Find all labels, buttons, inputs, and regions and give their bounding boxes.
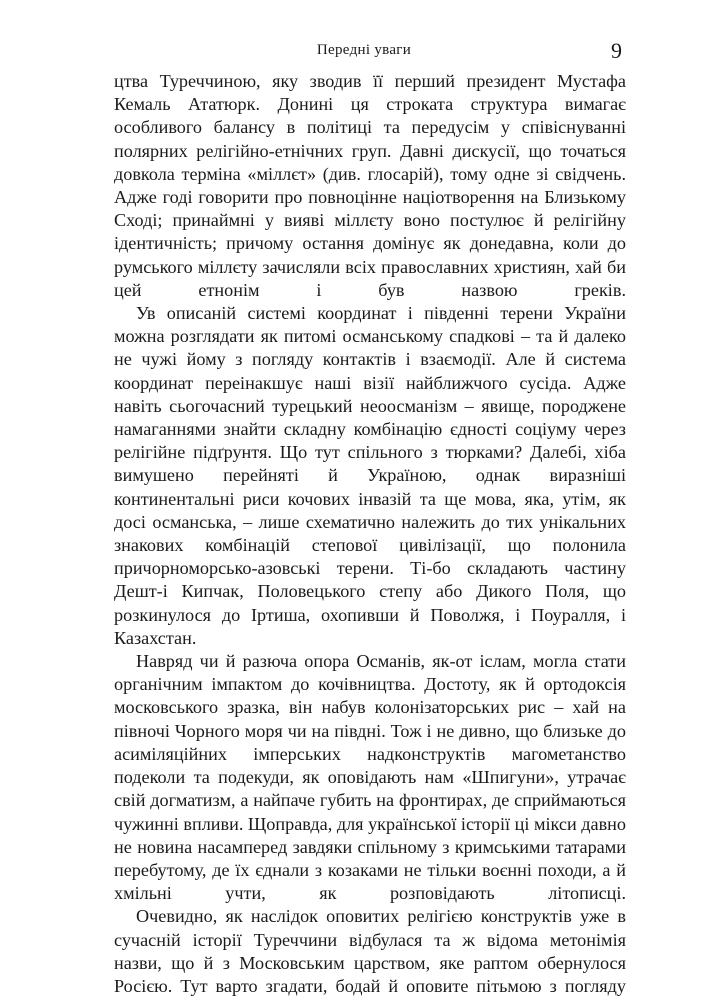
paragraph: Ув описаній системі координат і південні терени України можна розглядати як питомі османському спадкові – та й далеко не чужі йому з погляду контактів і взаємодії. Але й система координат переінакшує наші візії найближчого сусіда. Адже навіть сьогочасний турецький неоосманізм – явище, породжене намаганнями знайти складну комбінацію єдності соціуму через релігійне підґрунтя. Що тут спільного з тюрками? Далебі, хіба вимушено перейняті й Україною, однак виразніші континентальні риси кочових інвазій та ще мова, яка, утім, як досі османська, – лише схематично належить до тих унікальних знакових комбінацій степової цивілізації, що полонила причорноморсько-азовські терени. Ті-бо складають частину Дешт-і Кипчак, Половецького степу або Дикого Поля, що розкинулося до Іртиша, охопивши й Поволжя, і Поуралля, і Казахстан.	[114, 303, 626, 648]
page-number: 9	[611, 38, 622, 63]
page-header	[0, 38, 728, 66]
paragraph: Очевидно, як наслідок оповитих релігією конструктів уже в сучасній історії Туреччини відбулася та ж відома метонімія назви, що й з Московським царством, яке раптом обернулося Росією. Тут варто згадати, бодай й оповите пітьмою з погляду	[114, 906, 626, 996]
paragraph: Навряд чи й разюча опора Османів, як-от іслам, могла стати органічним імпактом до кочівництва. Достоту, як й ортодоксія московського зразка, він набув колонізаторських рис – хай на півночі Чорного моря чи на півдні. Тож і не дивно, що близьке до асиміляційних імперських надконструктів магометанство подеколи та подекуди, як оповідають нам «Шпигуни», утрачає свій догматизм, а найпаче губить на фронтирах, де сприймаються чужинні впливи. Щоправда, для української історії ці мікси давно не новина насамперед завдяки спільному з кримськими татарами перебутому, де їх єднали з козаками не тільки воєнні походи, а й хмільні учти, як розповідають літописці.	[114, 651, 626, 904]
body-text	[114, 70, 626, 998]
running-title: Передні уваги	[316, 42, 412, 58]
paragraph: цтва Туреччиною, яку зводив її перший президент Мустафа Кемаль Ататюрк. Донині ця строката структура вимагає особливого балансу в політиці та передусім у співіснуванні полярних релігійно-етнічних груп. Давні дискусії, що точаться довкола терміна «міллєт» (див. глосарій), тому одне зі свідчень. Адже годі говорити про повноцінне націотворення на Близькому Сході; принаймні у вияві міллєту воно постулює й релігійну ідентичність; причому остання домінує як донедавна, коли до румського міллєту зачисляли всіх православних християн, хай би цей етнонім і був назвою греків.	[114, 71, 626, 300]
